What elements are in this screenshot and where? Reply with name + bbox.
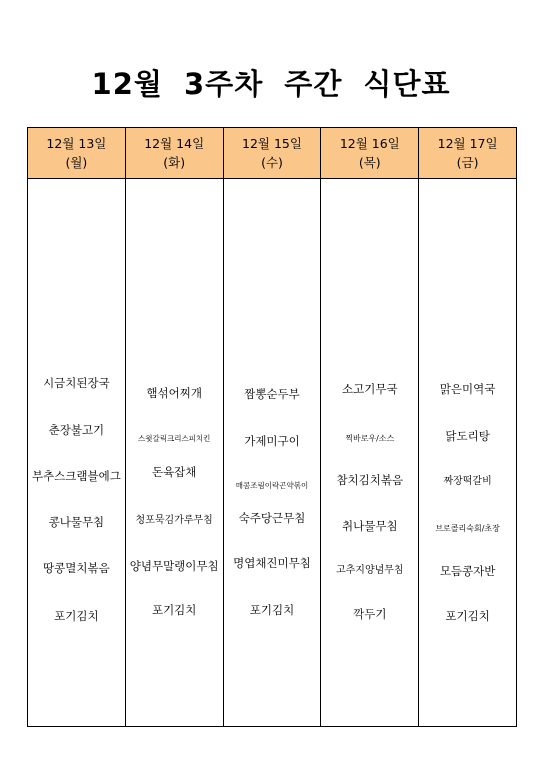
menu-item: 햄섞어찌개 (146, 386, 202, 400)
menu-item: 깍두기 (353, 607, 387, 621)
menu-item: 춘장불고기 (48, 423, 105, 437)
day-date: 12월 13일 (46, 136, 107, 151)
day-date: 12월 17일 (437, 136, 498, 151)
header-row (28, 128, 517, 179)
day-of-week: (수) (261, 155, 283, 170)
menu-cell-wed (223, 179, 321, 727)
menu-item: 가제미구이 (244, 434, 300, 448)
menu-item: 짜장떡갈비 (443, 476, 492, 487)
day-date: 12월 16일 (339, 136, 400, 151)
menu-item: 포기김치 (151, 603, 197, 617)
menu-item: 모듬콩자반 (439, 564, 496, 578)
menu-item: 돈육잡채 (151, 465, 197, 479)
menu-item: 땅콩멸치볶음 (43, 561, 110, 575)
menu-cell-tue (125, 179, 223, 727)
day-of-week: (화) (163, 155, 186, 170)
menu-cell-mon (28, 179, 126, 727)
menu-row (28, 179, 517, 727)
day-header-tue (125, 128, 223, 179)
menu-item: 양념무말랭이무침 (129, 559, 219, 573)
menu-item: 맑은미역국 (439, 382, 496, 396)
menu-item: 숙주당근무침 (238, 511, 306, 525)
menu-item: 명엽채진미무침 (233, 556, 311, 570)
menu-item: 닭도리탕 (445, 429, 490, 443)
menu-item: 짬뽕순두부 (244, 387, 300, 401)
menu-item: 콩나물무침 (48, 515, 105, 529)
day-date: 12월 14일 (144, 136, 205, 151)
day-header-fri (419, 128, 517, 179)
menu-item: 청포묵김가루무침 (135, 515, 213, 526)
menu-item: 시금치된장국 (43, 376, 110, 390)
menu-item: 취나물무침 (342, 519, 398, 533)
menu-item: 포기김치 (249, 603, 295, 617)
menu-cell-thu (321, 179, 419, 727)
weekly-menu-table (27, 127, 517, 727)
day-header-mon (28, 128, 126, 179)
menu-item: 소고기무국 (342, 382, 398, 396)
day-of-week: (금) (456, 155, 479, 170)
menu-cell-fri (419, 179, 517, 727)
menu-item: 포기김치 (445, 609, 490, 623)
page-title: 12월 3주차 주간 식단표 (91, 67, 451, 101)
day-header-wed (223, 128, 321, 179)
day-header-thu (321, 128, 419, 179)
day-of-week: (월) (65, 155, 88, 170)
menu-item: 매콤조림이락곤약볶이 (235, 481, 309, 490)
menu-item: 부추스크램블에그 (31, 469, 121, 483)
day-of-week: (목) (358, 155, 381, 170)
menu-item: 찍바로우/소스 (345, 434, 395, 443)
menu-item: 참치김치볶음 (336, 473, 404, 487)
menu-item: 브로콜리숙회/초장 (435, 524, 500, 533)
menu-item: 포기김치 (54, 609, 99, 623)
day-date: 12월 15일 (242, 136, 302, 151)
menu-item: 스윗갈릭크리스피치킨 (137, 434, 211, 443)
menu-item: 고추지양념무침 (335, 565, 404, 576)
